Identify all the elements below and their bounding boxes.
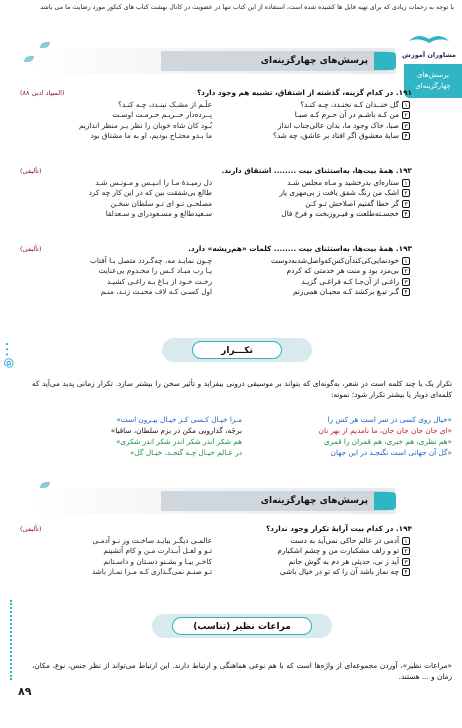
question-191 — [20, 88, 412, 142]
question-193 — [20, 244, 412, 298]
question-source: (المپیاد ادبی ۸۸) — [20, 89, 65, 97]
option-2-second-hemistich: پــرده‌دار حــریـم حـرمـت اوسـت — [112, 110, 213, 119]
option-4-second-hemistich: تـو صنـم نمی‌گـذاری کـه مـرا نمـاز باشد — [91, 567, 213, 576]
mcq-section-title: پرسش‌های چهارگزینه‌ای — [260, 56, 368, 66]
option-2[interactable]: ۲اشک من رنگ شفق یافت ز بی‌مهری یار — [220, 188, 410, 199]
question-stem: ۱۹۳. همهٔ بیت‌ها، به‌استثنای بیت ........ کلمات «هم‌ریشه» دارد. — [188, 244, 412, 253]
option-3[interactable]: ۳گر خطا گفتیم اصلاحش تـو کـن — [220, 199, 410, 210]
option-4-second-hemistich: اول کسـی کـه لاف محبـت زنـد، منـم — [100, 287, 213, 296]
moraat-definition: «مراعات نظیر»، آوردن مجموعه‌ای از واژه‌ها است که با هم نوعی هماهنگی و ارتباط دارند. این ارتباط می‌تواند از نظر جنس، نوع، مکان، زمان و ... هستند. — [32, 661, 452, 681]
question-stem: ۱۹۲. همهٔ بیت‌ها، به‌استثنای بیت ........ اشتقاق دارند. — [221, 166, 412, 175]
option-4[interactable]: ۴خجسـته‌طلعت و فیـروزبخت و فرخ فال — [220, 209, 410, 220]
option-1-second-hemistich: چـون نمایـد مه، چه‌گـردد متصل بـا آفتاب — [90, 255, 213, 265]
example-1-first: «خیال روی کسی در سر است هر کس را — [327, 415, 452, 424]
option-4-second-hemistich: سـعیدطالع و مسـعودرای و سـعدلقا — [105, 209, 213, 218]
option-1[interactable]: ۱آدمی در عالم خاکی نمی‌آید به دست — [220, 536, 410, 547]
moraat-heading — [152, 614, 332, 638]
tekrar-definition: تکرار یک یا چند کلمه است در شعر، به‌گونه‌ای که بتواند بر موسیقی درونی بیفزاید و تأثیر سخن را بیشتر سازد. تکرار زمانی پدید می‌آید که کلمه‌ای دوبار یا بیشتر تکرار شود؛ نمونه: — [32, 379, 452, 399]
bird-logo-icon — [408, 31, 450, 45]
mcq-section-title-2: پرسش‌های چهارگزینه‌ای — [260, 496, 368, 506]
question-194 — [20, 524, 412, 578]
example-4-first: «گل آن جهانی است نگنجـد در این جهان — [330, 448, 452, 457]
option-2[interactable]: ۲تو و زلف مشکبارت من و چشم اشکبارم — [220, 546, 410, 557]
question-source: (تألیفی) — [20, 245, 42, 253]
option-4-second-hemistich: ما بـدو محتـاج بودیم، او به ما مشتاق بود — [90, 131, 213, 140]
option-4[interactable]: ۴چه نماز باشد آن را که تو در خیال باشی — [220, 567, 410, 578]
top-notice: با توجه به زحمات زیادی که برای تهیه فایل ها کشیده شده است، استفاده از این کتاب تنها در عضویت در کانال بهشت کتاب های کنکور مورد رضایت ما می باشد — [40, 4, 454, 11]
option-1[interactable]: ۱خودنمایی‌کی‌کند‌آن‌کس‌که‌واصل‌شد‌به‌دوست — [220, 256, 410, 267]
brand-logo — [402, 30, 456, 59]
option-1[interactable]: ۱گل خنــدان کـه نخنـدد، چـه کنـد؟ — [220, 100, 410, 111]
example-3-first: «هم نظری، هم خبری، هم قمران را قمری — [324, 437, 452, 446]
side-watermark: @... — [3, 342, 16, 370]
mcq-section-header — [30, 48, 396, 74]
option-1-second-hemistich: علَـم از مشـک نبنـدد، چـه کنـد؟ — [117, 99, 213, 109]
question-stem: ۱۹۴. در کدام بیت آرایهٔ تکرار وجود ندارد؟ — [266, 524, 412, 533]
option-3-second-hemistich: کاخـر بیـا و بشـنو دسـتان و داسـتانم — [103, 556, 213, 566]
option-3-second-hemistich: رخـت خـود از بـاغ بـه راغـی کشیـد — [107, 276, 213, 286]
option-2[interactable]: ۲بی‌مزد بود و منت هر خدمتی که کردم — [220, 266, 410, 277]
example-1-second: مـرا خیـال کـسی کـز خیـال بیـرون است» — [116, 415, 242, 424]
option-2-second-hemistich: طالع بی‌شفقت بین که در این کار چه کرد — [88, 188, 213, 197]
question-stem: ۱۹۱. در کدام گزینه، گذشته از اشتقاق، تشبیه هم وجود دارد؟ — [196, 88, 412, 97]
option-3[interactable]: ۳صبا، خاک وجود ما، بدان عالی‌جناب انداز — [220, 121, 410, 132]
option-3-second-hemistich: بُـود کان شاه خوبان را نظر بـر منظر اندازیم — [78, 120, 213, 130]
option-4[interactable]: ۴گـر تیـغ برکشد کـه محبـان همی‌زنم — [220, 287, 410, 298]
option-1[interactable]: ۱ستاره‌ای بدرخشید و مـاه مجلس شـد — [220, 178, 410, 189]
option-1-second-hemistich: دل رمیـدهٔ مـا را انـیـس و مـونـس شـد — [95, 177, 213, 187]
option-1-second-hemistich: عالمـی دیگـر ببایـد ساخـت وز نـو آدمـی — [92, 535, 213, 545]
example-3-second: هم شکر اندر شکر اندر شکر اندر شکری» — [115, 437, 242, 446]
tekrar-heading — [162, 338, 312, 362]
tekrar-title: تکـــرار — [192, 341, 282, 359]
question-source: (تألیفی) — [20, 525, 42, 533]
option-3-second-hemistich: مصلحـی تـو ای تـو سلطان سخـن — [110, 198, 213, 208]
mcq-section-header-2 — [30, 488, 396, 514]
page-number: ۸۹ — [18, 685, 32, 698]
option-2[interactable]: ۲من کـه باشـم در آن حـرم کـه صبـا — [220, 110, 410, 121]
option-3[interactable]: ۳راغـی از آن‌جـا کـه فراغـی گزیـد — [220, 277, 410, 288]
side-dotted-line — [6, 600, 12, 680]
brand-name: مشاوران آموزش — [402, 51, 456, 59]
example-2-first: «ای جان جان جان جان، ما نامدیم از بهر نان — [318, 426, 452, 435]
chapter-side-tab: پرسش‌های چهارگزینه‌ای — [404, 64, 462, 98]
moraat-title: مراعات نظیر (تناسب) — [172, 617, 312, 635]
question-source: (تألیفی) — [20, 167, 42, 175]
option-3[interactable]: ۳آید ز نی، حدیثی هر دم به گوش جانم — [220, 557, 410, 568]
tekrar-examples — [32, 414, 452, 458]
option-2-second-hemistich: تـو و لعـل آبـدارت مـن و کام آتشینم — [103, 546, 213, 555]
option-4[interactable]: ۴سایهٔ معشوق اگر افتاد بر عاشق، چه شد؟ — [220, 131, 410, 142]
option-2-second-hemistich: یـا رب مبـاد کـس را مخـدوم بی‌عنایت — [98, 266, 213, 275]
example-2-second: برجَه، گدارویی مکن در بزم سلطان، ساقیا» — [110, 426, 242, 435]
question-192 — [20, 166, 412, 220]
example-4-second: در عـالم خیـال چـه گنجـد، خیـال گل» — [130, 448, 242, 457]
